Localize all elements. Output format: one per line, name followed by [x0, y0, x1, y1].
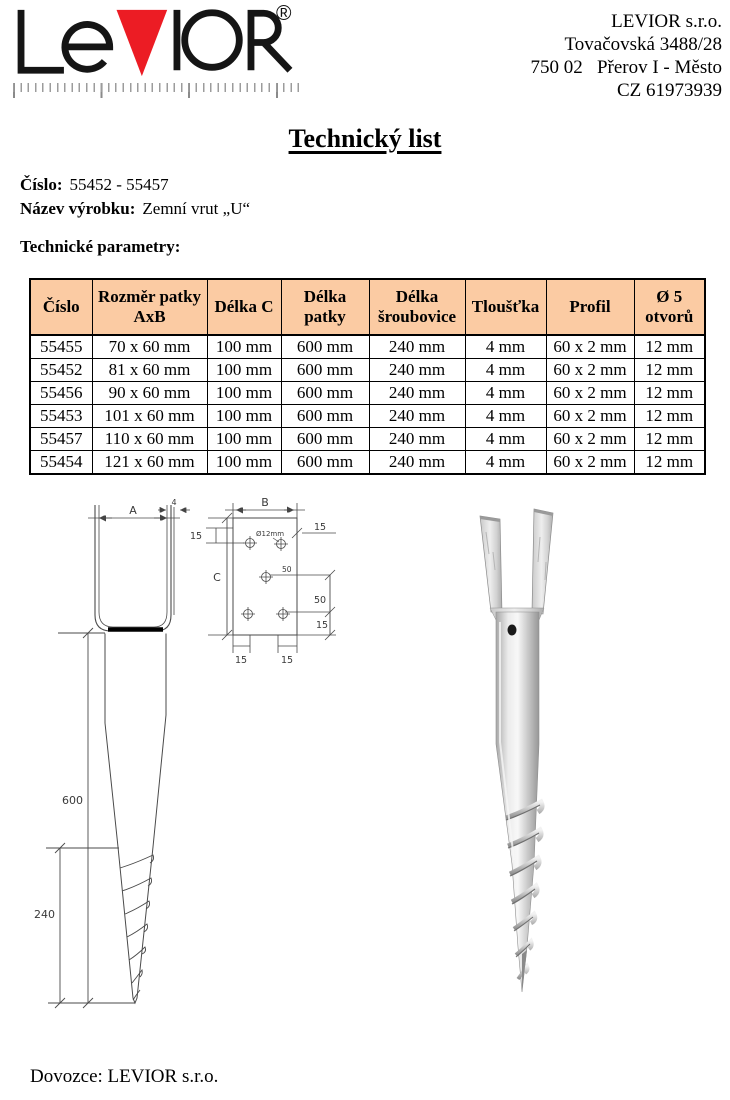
col-header-otvory: Ø 5 otvorů — [634, 279, 705, 335]
table-cell: 4 mm — [465, 405, 546, 428]
dim-label-a: A — [129, 504, 137, 517]
table-cell: 4 mm — [465, 451, 546, 475]
levior-logo — [8, 4, 308, 98]
product-value: Zemní vrut „U“ — [142, 199, 251, 218]
tech-params-heading: Technické parametry: — [20, 237, 181, 256]
table-cell: 240 mm — [369, 335, 465, 359]
product-name-line — [20, 197, 250, 221]
table-cell: 101 x 60 mm — [92, 405, 207, 428]
table-cell: 240 mm — [369, 451, 465, 475]
col-header-delka-patky: Délka patky — [281, 279, 369, 335]
table-row — [30, 359, 705, 382]
logo-ruler-ticks — [13, 83, 299, 98]
dim-label-15-bottom-left: 15 — [235, 655, 248, 666]
shaft-side-view — [105, 634, 166, 1004]
col-header-profil: Profil — [546, 279, 634, 335]
dim-label-15-right: 15 — [316, 620, 329, 631]
importer-line: Dovozce: LEVIOR s.r.o. — [30, 1066, 219, 1087]
page-title: Technický list — [288, 124, 442, 153]
table-cell: 60 x 2 mm — [546, 428, 634, 451]
table-cell: 240 mm — [369, 359, 465, 382]
table-cell: 60 x 2 mm — [546, 382, 634, 405]
table-cell: 12 mm — [634, 405, 705, 428]
bolt-hole — [508, 625, 517, 636]
table-cell: 4 mm — [465, 428, 546, 451]
table-cell: 240 mm — [369, 428, 465, 451]
table-cell: 81 x 60 mm — [92, 359, 207, 382]
table-cell: 240 mm — [369, 382, 465, 405]
table-cell: 12 mm — [634, 428, 705, 451]
dim-label-15-bottom-right: 15 — [281, 655, 294, 666]
logo-letter-e — [65, 24, 110, 69]
table-cell: 90 x 60 mm — [92, 382, 207, 405]
table-cell: 60 x 2 mm — [546, 451, 634, 475]
table-cell: 100 mm — [207, 335, 281, 359]
table-cell: 600 mm — [281, 335, 369, 359]
address-line-city: 750 02 Přerov I - Město — [530, 57, 722, 78]
number-value: 55452 - 55457 — [69, 175, 169, 194]
table-cell: 600 mm — [281, 428, 369, 451]
product-info — [20, 173, 250, 221]
table-cell: 100 mm — [207, 382, 281, 405]
table-cell: 12 mm — [634, 359, 705, 382]
table-cell: 100 mm — [207, 359, 281, 382]
levior-wordmark — [8, 4, 303, 80]
table-cell: 100 mm — [207, 451, 281, 475]
screw-shaft — [496, 612, 539, 992]
table-cell: 55454 — [30, 451, 92, 475]
col-header-delka-c: Délka C — [207, 279, 281, 335]
col-header-delka-sroubovice: Délka šroubovice — [369, 279, 465, 335]
table-cell: 60 x 2 mm — [546, 335, 634, 359]
table-cell: 60 x 2 mm — [546, 405, 634, 428]
table-cell: 240 mm — [369, 405, 465, 428]
dim-label-b: B — [261, 496, 269, 509]
number-label: Číslo: — [20, 175, 63, 194]
table-cell: 55452 — [30, 359, 92, 382]
logo-red-triangle — [117, 10, 168, 76]
table-row — [30, 405, 705, 428]
dim-600 — [48, 628, 135, 1008]
table-cell: 600 mm — [281, 382, 369, 405]
u-profile-view — [88, 505, 190, 631]
dim-label-240: 240 — [34, 908, 55, 921]
table-cell: 55455 — [30, 335, 92, 359]
table-cell: 4 mm — [465, 335, 546, 359]
dim-240 — [46, 843, 119, 1008]
dim-label-50-small: 50 — [282, 565, 292, 574]
product-photo — [430, 492, 660, 1027]
col-header-tloustka: Tloušťka — [465, 279, 546, 335]
address-line-street: Tovačovská 3488/28 — [564, 34, 722, 55]
logo-letter-o — [185, 13, 240, 68]
table-cell: 600 mm — [281, 451, 369, 475]
company-address — [530, 10, 722, 102]
table-row — [30, 451, 705, 475]
col-header-cislo: Číslo — [30, 279, 92, 335]
technical-drawing — [20, 490, 440, 1035]
table-cell: 600 mm — [281, 405, 369, 428]
dim-label-50-right: 50 — [314, 595, 327, 606]
bracket-right-plate — [532, 509, 553, 614]
dim-label-15-top-right: 15 — [314, 522, 327, 533]
table-header-row — [30, 279, 705, 335]
table-cell: 121 x 60 mm — [92, 451, 207, 475]
table-cell: 12 mm — [634, 335, 705, 359]
spec-table — [29, 278, 706, 475]
col-header-rozmer: Rozměr patky AxB — [92, 279, 207, 335]
table-cell: 110 x 60 mm — [92, 428, 207, 451]
table-cell: 55456 — [30, 382, 92, 405]
table-cell: 12 mm — [634, 451, 705, 475]
ground-screw-photo — [480, 509, 553, 992]
table-row — [30, 428, 705, 451]
registered-trademark: ® — [276, 2, 292, 25]
dim-label-hole-dia: Ø12mm — [256, 530, 285, 538]
table-row — [30, 382, 705, 405]
table-cell: 60 x 2 mm — [546, 359, 634, 382]
product-label: Název výrobku: — [20, 199, 136, 218]
table-cell: 600 mm — [281, 359, 369, 382]
dim-label-15-top-left: 15 — [190, 531, 203, 542]
dim-label-c: C — [213, 571, 221, 584]
table-row — [30, 335, 705, 359]
dim-label-600: 600 — [62, 794, 83, 807]
bracket-left-plate — [480, 516, 502, 614]
dim-label-4: 4 — [171, 498, 177, 507]
table-cell: 4 mm — [465, 359, 546, 382]
table-cell: 55453 — [30, 405, 92, 428]
table-cell: 100 mm — [207, 428, 281, 451]
address-line-vat: CZ 61973939 — [616, 80, 722, 101]
table-cell: 4 mm — [465, 382, 546, 405]
table-cell: 12 mm — [634, 382, 705, 405]
address-line-company: LEVIOR s.r.o. — [611, 11, 722, 32]
logo-letter-l — [21, 10, 64, 70]
table-cell: 100 mm — [207, 405, 281, 428]
table-cell: 55457 — [30, 428, 92, 451]
table-cell: 70 x 60 mm — [92, 335, 207, 359]
product-number-line — [20, 173, 250, 197]
